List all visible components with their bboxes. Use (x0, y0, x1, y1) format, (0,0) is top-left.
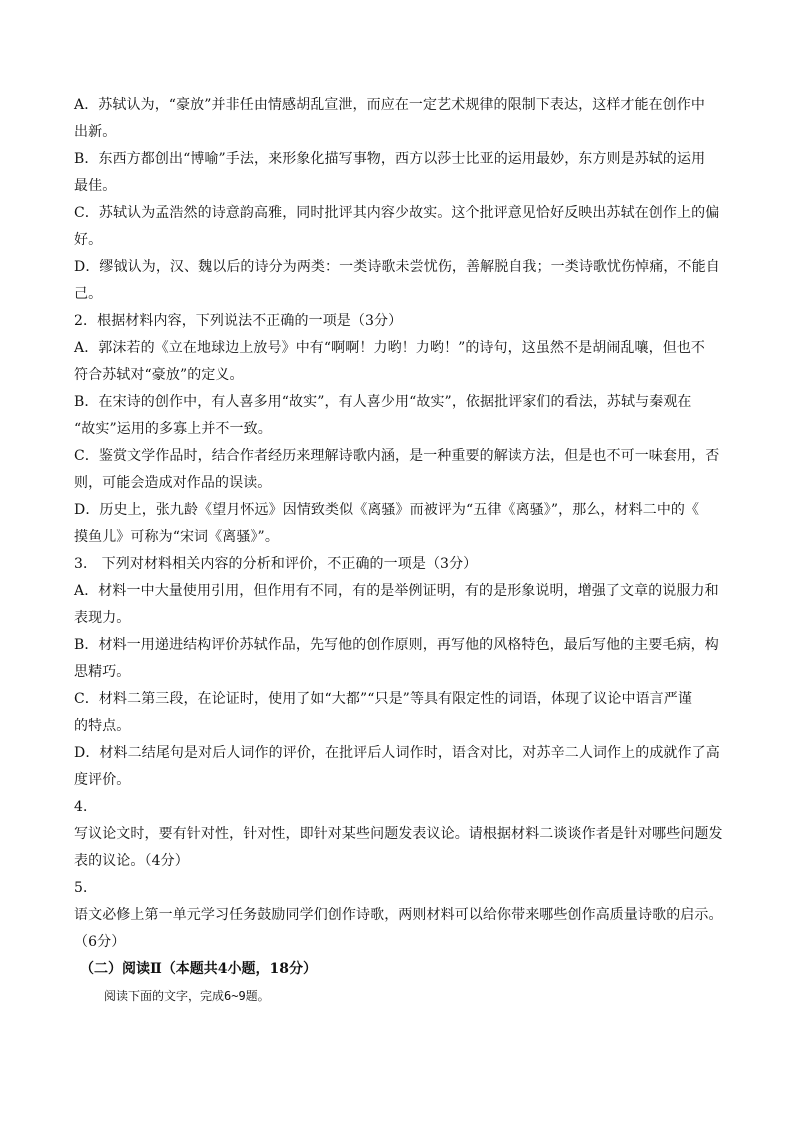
text-line: C．材料二第三段，在论证时，使用了如“大都”“只是”等具有限定性的词语，体现了议论中语言严谨 (74, 691, 692, 707)
text-line: 己。 (74, 286, 103, 302)
text-line: 好。 (74, 232, 103, 248)
text-line: C．苏轼认为孟浩然的诗意韵高雅，同时批评其内容少故实。这个批评意见恰好反映出苏轼在创作上的偏 (74, 205, 720, 221)
question-number: 4． (74, 799, 98, 815)
text-line: 思精巧。 (74, 664, 131, 680)
text-line: A．材料一中大量使用引用，但作用有不同，有的是举例证明，有的是形象说明，增强了文章的说服力和 (74, 583, 719, 599)
text-line: （6分） (74, 934, 126, 950)
text-line: D．历史上，张九龄《望月怀远》因情致类似《离骚》而被评为“五律《离骚》”，那么，材料二中的《 (74, 502, 700, 518)
reading-instruction: 阅读下面的文字，完成6~9题。 (104, 989, 270, 1003)
text-line: 写议论文时，要有针对性，针对性，即针对某些问题发表议论。请根据材料二谈谈作者是针对哪些问题发 (74, 826, 723, 842)
text-line: “故实”运用的多寡上并不一致。 (74, 421, 272, 437)
text-line: B．东西方都创出“博喻”手法，来形象化描写事物，西方以莎士比亚的运用最妙，东方则是苏轼的运用 (74, 151, 706, 167)
text-line: 的特点。 (74, 718, 131, 734)
text-line: 则，可能会造成对作品的误读。 (74, 475, 272, 491)
question-number: 5． (74, 880, 98, 896)
question-stem: 2．根据材料内容，下列说法不正确的一项是（3分） (74, 313, 403, 329)
text-line: C．鉴赏文学作品时，结合作者经历来理解诗歌内涵，是一种重要的解读方法，但是也不可一味套用，否 (74, 448, 720, 464)
text-line: 最佳。 (74, 178, 117, 194)
text-line: 出新。 (74, 124, 117, 140)
section-heading: （二）阅读Ⅱ（本题共4小题，18分） (80, 961, 318, 977)
text-line: 表现力。 (74, 610, 131, 626)
text-line: D．材料二结尾句是对后人词作的评价，在批评后人词作时，语含对比，对苏辛二人词作上的成就作了高 (74, 745, 720, 761)
text-line: B．在宋诗的创作中，有人喜多用“故实”，有人喜少用“故实”，依据批评家们的看法，苏轼与秦观在 (74, 394, 692, 410)
text-line: B．材料一用递进结构评价苏轼作品，先写他的创作原则，再写他的风格特色，最后写他的主要毛病，构 (74, 637, 719, 653)
text-line: 摸鱼儿》可称为“宋词《离骚》”。 (74, 529, 279, 545)
question-stem: 3． 下列对材料相关内容的分析和评价，不正确的一项是（3分） (74, 556, 478, 572)
text-line: 度评价。 (74, 772, 131, 788)
text-line: A．郭沫若的《立在地球边上放号》中有“啊啊！力哟！力哟！”的诗句，这虽然不是胡闹乱嚷，但也不 (74, 340, 706, 356)
text-line: D．缪钺认为，汉、魏以后的诗分为两类：一类诗歌未尝忧伤，善解脱自我；一类诗歌忧伤悼痛，不能自 (74, 259, 720, 275)
document-page (74, 92, 724, 1009)
text-line: 表的议论。（4分） (74, 853, 189, 869)
text-line: A．苏轼认为，“豪放”并非任由情感胡乱宣泄，而应在一定艺术规律的限制下表达，这样才能在创作中 (74, 97, 706, 113)
text-line: 语文必修上第一单元学习任务鼓励同学们创作诗歌，两则材料可以给你带来哪些创作高质量诗歌的启示。 (74, 907, 723, 923)
text-line: 符合苏轼对“豪放”的定义。 (74, 367, 244, 383)
